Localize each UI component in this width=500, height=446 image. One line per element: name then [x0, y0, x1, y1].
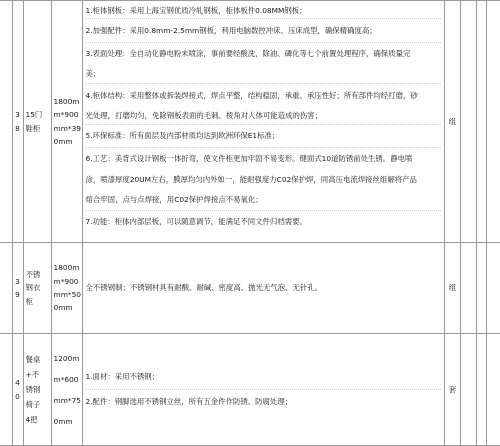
index-digit: 3 — [15, 110, 20, 120]
name-line: 4把 — [25, 415, 38, 424]
size-line: 1800m — [53, 263, 80, 273]
description-line: 光处理，打磨均匀，免除钢板表面的毛刺、棱角对人体可能造成的伤害； — [86, 107, 441, 125]
description-line: 5.环保标准：所有面层及内部材质均达到欧洲环保E1标准； — [86, 125, 441, 148]
blank-cell — [0, 334, 12, 446]
size-line: m*600 — [53, 374, 79, 384]
size-line: 1800m — [53, 96, 80, 106]
size-cell — [51, 243, 82, 334]
size-line: 0mm — [53, 136, 73, 146]
blank-cell — [486, 334, 500, 446]
index-cell — [12, 243, 23, 334]
unit-label: 套 — [448, 384, 457, 394]
blank-cell — [0, 243, 12, 334]
name-line: 钢衣 — [25, 283, 41, 293]
name-line: 不锈 — [25, 269, 41, 279]
index-digit: 9 — [15, 290, 20, 299]
name-line: 椅子 — [25, 400, 41, 409]
name-cell — [23, 334, 51, 446]
description-line: 2.加强配件：采用0.8mm-2.5mm钢板，利用电脑数控冲床、压床成型，确保精确度高； — [86, 19, 441, 43]
name-line: 锈钢 — [25, 385, 41, 394]
size-cell — [51, 334, 82, 446]
size-line: 0mm — [53, 303, 73, 313]
description-line: 涂，喷漆厚度20UM左右，膜厚均匀内外如一，能耐强度力C02保护焊，同高压电流焊接丝组解将产品 — [85, 175, 417, 184]
name-line: 15门 — [25, 110, 43, 120]
index-digit: 4 — [15, 378, 20, 388]
size-line: 0mm — [53, 416, 73, 426]
index-digit: 8 — [15, 123, 20, 133]
unit-cell — [444, 334, 460, 446]
unit-cell — [444, 1, 460, 243]
size-line: 1200m — [53, 353, 80, 363]
blank-cell — [486, 1, 500, 243]
name-line: 鞋柜 — [25, 123, 41, 133]
description-cell — [82, 334, 444, 446]
description-line: 1.面材：采用不锈钢； — [86, 365, 441, 390]
description-line: 美； — [86, 65, 441, 84]
description-cell — [82, 243, 444, 334]
blank-cell — [460, 334, 476, 446]
blank-cell — [460, 1, 476, 243]
index-cell — [12, 1, 23, 243]
description-line: 熔合牢固，点与点焊接，用C02保护焊接点不易氧化； — [86, 190, 441, 211]
unit-label: 组 — [448, 116, 457, 126]
description-line: 6.工艺：美背式设计钢板一体折弯，使文件柜更加牢固不易变形。健面式10道防锈前处生锈。静电喷 — [85, 154, 413, 163]
index-digit: 0 — [15, 391, 20, 401]
description-line: 7.功能：柜体内部层板，可以随意调节，能满足不同文件归档需要。 — [85, 217, 307, 226]
name-cell — [23, 243, 51, 334]
blank-cell — [476, 1, 486, 243]
size-line: mm*39 — [53, 123, 81, 133]
description-line: 3.表面处理：全自动化静电粉末喷涂，事前要经酸洗，除油、磷化等七个前置处理程序，确保质量完 — [85, 49, 411, 58]
description-cell — [82, 1, 444, 243]
name-line: 柜 — [25, 296, 33, 306]
table-row — [0, 243, 500, 334]
blank-cell — [476, 243, 486, 334]
description-line: 4.柜体结构：采用整体或拆装焊接式，焊点平整，结构稳固，承重、承压性好；所有部件均经打磨，砂 — [85, 91, 418, 100]
name-line: 餐桌 — [25, 355, 41, 364]
blank-cell — [460, 243, 476, 334]
size-line: m*900 — [53, 110, 79, 120]
blank-cell — [476, 334, 486, 446]
index-digit: 3 — [15, 276, 20, 286]
blank-cell — [486, 243, 500, 334]
description-line: 1.柜体钢板：采用上海宝钢优质冷轧钢板，柜体板件0.08MM钢板； — [86, 3, 441, 19]
table-row — [0, 334, 500, 446]
blank-cell — [0, 1, 12, 243]
description-line: 全不锈钢制；不锈钢材具有耐酸、耐碱、密度高、抛光无气泡、无针孔。 — [85, 283, 323, 293]
size-line: m*900 — [53, 276, 79, 286]
name-cell — [23, 1, 51, 243]
name-line: +不 — [25, 370, 40, 379]
description-line: 2.配件：钢脚选用不锈钢立丝，所有五金件作防锈、防腐处理； — [85, 397, 293, 406]
index-cell — [12, 334, 23, 446]
size-line: mm*50 — [53, 290, 81, 299]
unit-label: 组 — [448, 283, 457, 293]
size-line: mm*75 — [53, 395, 81, 405]
table-row — [0, 1, 500, 243]
unit-cell — [444, 243, 460, 334]
size-cell — [51, 1, 82, 243]
